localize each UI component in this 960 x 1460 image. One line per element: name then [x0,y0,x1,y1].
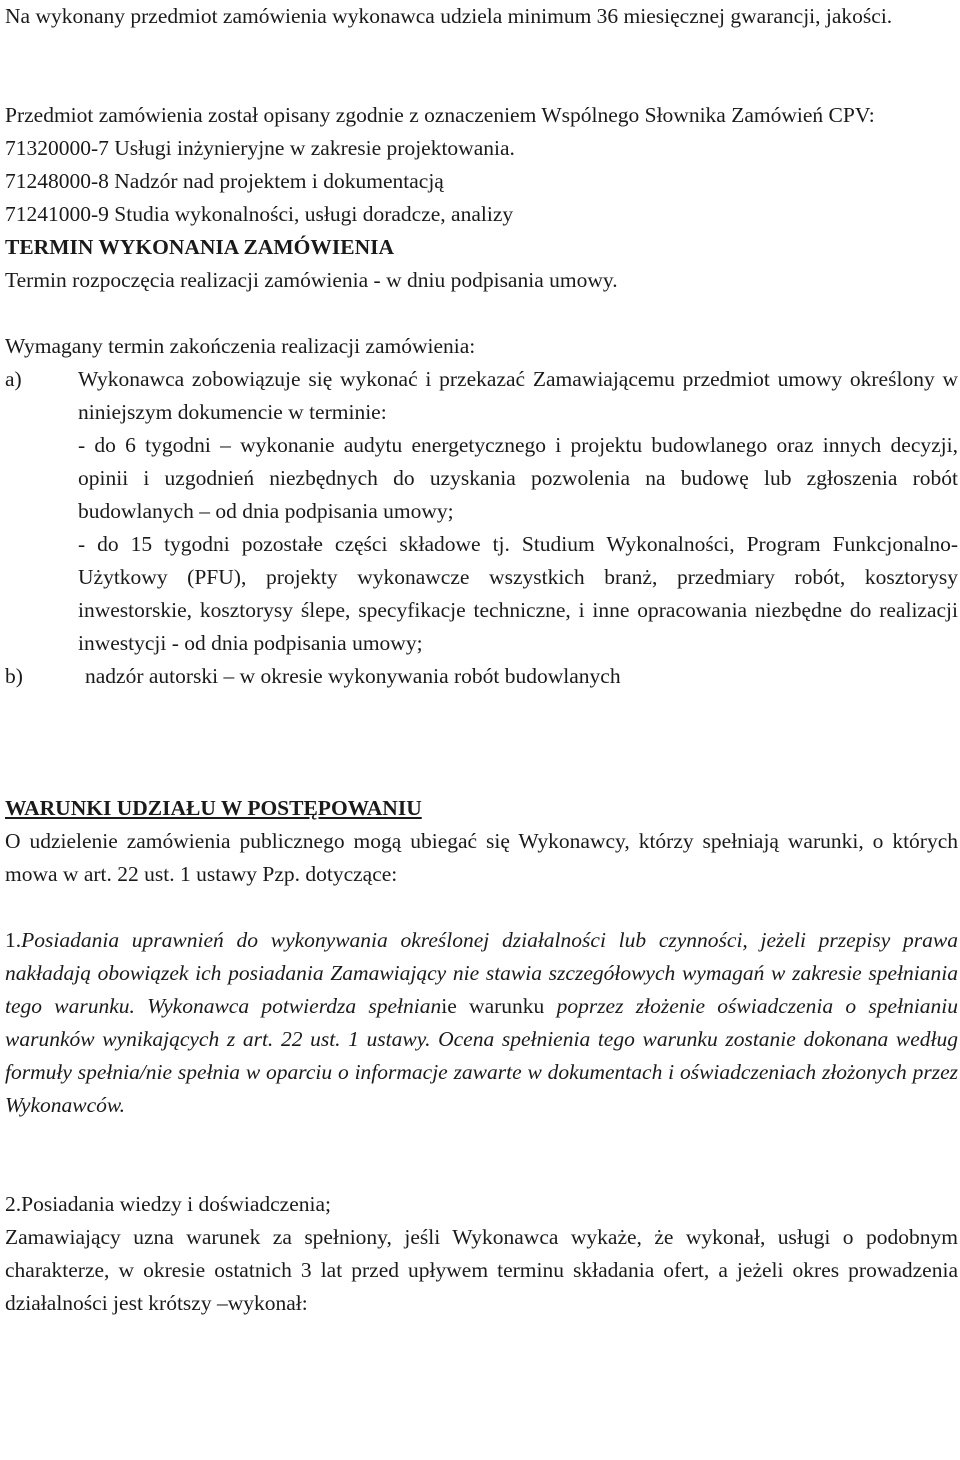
condition-1-italic-text-2: poprzez złożenie oświadczenia o spełnianiu warunków wynikających z art. 22 ust. 1 ustawy. Ocena spełnienia tego warunku zostanie dokonana według formuły spełnia/nie spełnia w oparciu o informacje zawarte w dokumentach i oświadczeniach złożonych przez Wykonawców. [5,994,959,1117]
item-a-text: Wykonawca zobowiązuje się wykonać i przekazać Zamawiającemu przedmiot umowy określony w niniejszym dokumencie w terminie: [78,367,958,424]
condition-2-text: Zamawiający uzna warunek za spełniony, jeśli Wykonawca wykaże, że wykonał, usługi o podobnym charakterze, w okresie ostatnich 3 lat przed upływem terminu składania ofert, a jeżeli okres prowadzenia działalności jest krótszy –wykonał: [5,1225,958,1315]
item-a-deadline-2: - do 15 tygodni pozostałe części składowe tj. Studium Wykonalności, Program Funkcjonalno-Użytkowy (PFU), projekty wykonawcze wszystkich branż, przedmiary robót, kosztorysy inwestorskie, kosztorysy ślepe, specyfikacje techniczne, i inne opracowania niezbędne do realizacji inwestycji - od dnia podpisania umowy; [78,532,958,655]
cpv-intro: Przedmiot zamówienia został opisany zgodnie z oznaczeniem Wspólnego Słownika Zamówień CPV: [5,103,875,127]
item-a-deadline-1: - do 6 tygodni – wykonanie audytu energetycznego i projektu budowlanego oraz innych decyzji, opinii i uzgodnień niezbędnych do uzyskania pozwolenia na budowę lub zgłoszenia robót budowlanych – od dnia podpisania umowy; [78,433,958,523]
cpv-code-3: 71241000-9 Studia wykonalności, usługi doradcze, analizy [5,202,514,226]
item-a [5,363,958,429]
warunki-heading: WARUNKI UDZIAŁU W POSTĘPOWANIU [5,796,422,820]
termin-heading: TERMIN WYKONANIA ZAMÓWIENIA [5,235,395,259]
cpv-code-2: 71248000-8 Nadzór nad projektem i dokumentacją [5,169,444,193]
termin-required: Wymagany termin zakończenia realizacji zamówienia: [5,334,476,358]
condition-1-number: 1. [5,928,22,952]
warunki-intro: O udzielenie zamówienia publicznego mogą ubiegać się Wykonawcy, którzy spełniają warunki, o których mowa w art. 22 ust. 1 ustawy Pzp. dotyczące: [5,829,958,886]
condition-1-paragraph [5,924,958,1122]
termin-start: Termin rozpoczęcia realizacji zamówienia - w dniu podpisania umowy. [5,268,618,292]
item-a-label: a) [5,367,22,391]
condition-1-italic-text: Posiadania uprawnień do wykonywania określonej działalności lub czynności, jeżeli przepisy prawa nakładają obowiązek ich posiadania Zamawiający nie stawia szczegółowych wymagań w zakresie spełniania tego warunku. Wykonawca potwierdza spełnian [5,928,958,1018]
condition-1-plain-text: ie warunku [441,994,545,1018]
condition-2-heading: 2.Posiadania wiedzy i doświadczenia; [5,1192,331,1216]
item-b [5,660,958,693]
cpv-code-1: 71320000-7 Usługi inżynieryjne w zakresie projektowania. [5,136,515,160]
item-b-text: nadzór autorski – w okresie wykonywania robót budowlanych [85,664,621,688]
warranty-paragraph: Na wykonany przedmiot zamówienia wykonawca udziela minimum 36 miesięcznej gwarancji, jakości. [5,4,893,28]
item-b-label: b) [5,664,23,688]
